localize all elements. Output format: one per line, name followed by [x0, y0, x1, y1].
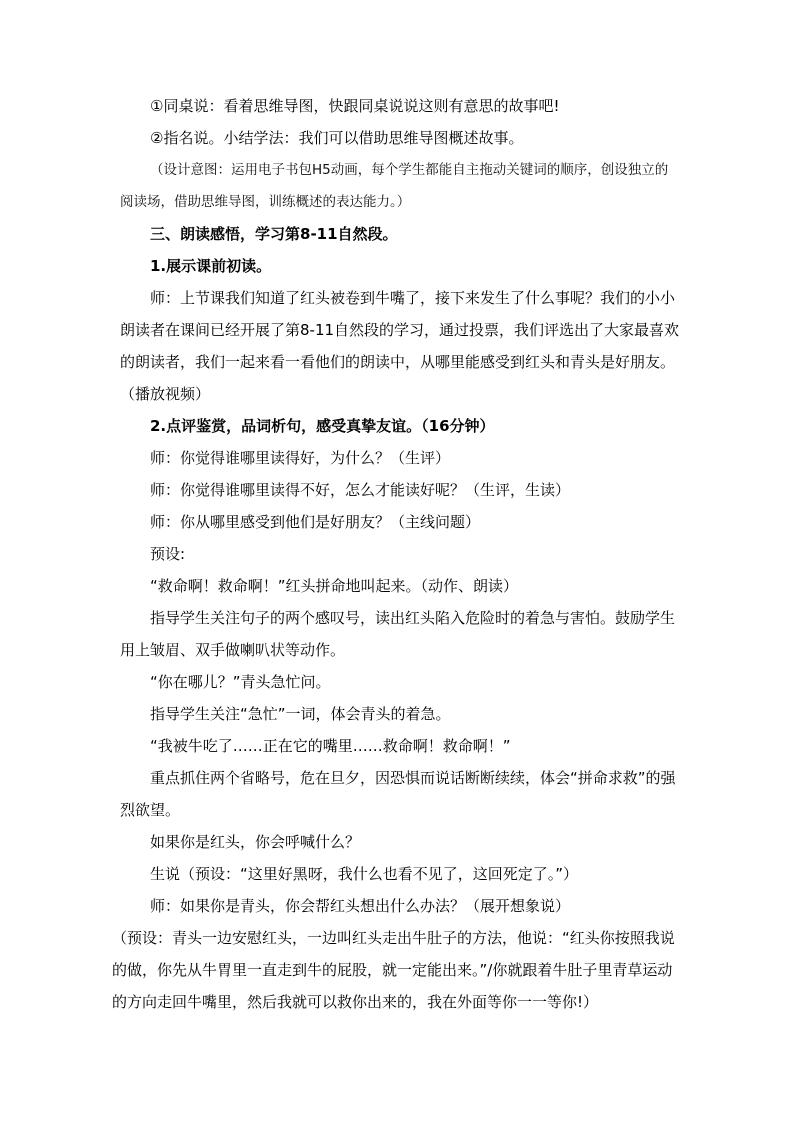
paragraph-teacher-q2: 师：你觉得谁哪里读得不好，怎么才能读好呢？（生评，生读）	[150, 481, 571, 499]
paragraph-question-red: 如果你是红头，你会呼喊什么？	[150, 833, 361, 851]
document-body	[112, 90, 680, 1018]
paragraph-teacher-q1: 师：你觉得谁哪里读得好，为什么？（生评）	[150, 449, 451, 467]
paragraph-quote-3: “我被牛吃了……正在它的嘴里……救命啊！救命啊！”	[150, 737, 511, 755]
paragraph-teacher-intro: 师：上节课我们知道了红头被卷到牛嘴了，接下来发生了什么事呢？我们的小小朗读者在课间已经开展了第8-11自然段的学习，通过投票，我们评选出了大家最喜欢的朗读者，我们一起来看一看他们的朗读中，从哪里能感受到红头和青头是好朋友。（播放视频）	[120, 289, 680, 403]
subheading-2: 2.点评鉴赏，品词析句，感受真挚友谊。（16分钟）	[150, 417, 495, 435]
section-heading-3: 三、朗读感悟，学习第8-11自然段。	[150, 225, 398, 243]
paragraph-quote-2: “你在哪儿？”青头急忙问。	[150, 673, 331, 691]
paragraph-guidance-2: 指导学生关注“急忙”一词，体会青头的着急。	[150, 705, 451, 723]
paragraph-1: ①同桌说：看着思维导图，快跟同桌说说这则有意思的故事吧!	[150, 97, 560, 115]
paragraph-quote-1: “救命啊！救命啊！”红头拼命地叫起来。（动作、朗读）	[150, 577, 519, 595]
paragraph-teacher-q3: 师：你从哪里感受到他们是好朋友？（主线问题）	[150, 513, 481, 531]
design-intent-note: （设计意图：运用电子书包H5动画，每个学生都能自主拖动关键词的顺序，创设独立的阅读场，借助思维导图，训练概述的表达能力。）	[120, 162, 669, 210]
paragraph-student-say: 生说（预设：“这里好黑呀，我什么也看不见了，这回死定了。”）	[150, 865, 579, 883]
paragraph-guidance-3: 重点抓住两个省略号，危在旦夕，因恐惧而说话断断续续，体会“拼命求救”的强烈欲望。	[120, 769, 676, 819]
paragraph-preset-answer: （预设：青头一边安慰红头，一边叫红头走出牛肚子的方法，他说：“红头你按照我说的做，你先从牛胃里一直走到牛的屁股，就一定能出来。”/你就跟着牛肚子里青草运动的方向走回牛嘴里，然后我就可以救你出来的，我在外面等你一一等你!）	[112, 929, 675, 1011]
paragraph-question-green: 师：如果你是青头，你会帮红头想出什么办法？（展开想象说）	[150, 897, 571, 915]
paragraph-preset-label: 预设:	[150, 545, 186, 563]
subheading-1: 1.展示课前初读。	[150, 257, 272, 275]
paragraph-guidance-1: 指导学生关注句子的两个感叹号，读出红头陷入危险时的着急与害怕。鼓励学生用上皱眉、双手做喇叭状等动作。	[120, 609, 676, 659]
paragraph-2: ②指名说。小结学法：我们可以借助思维导图概述故事。	[150, 129, 524, 147]
